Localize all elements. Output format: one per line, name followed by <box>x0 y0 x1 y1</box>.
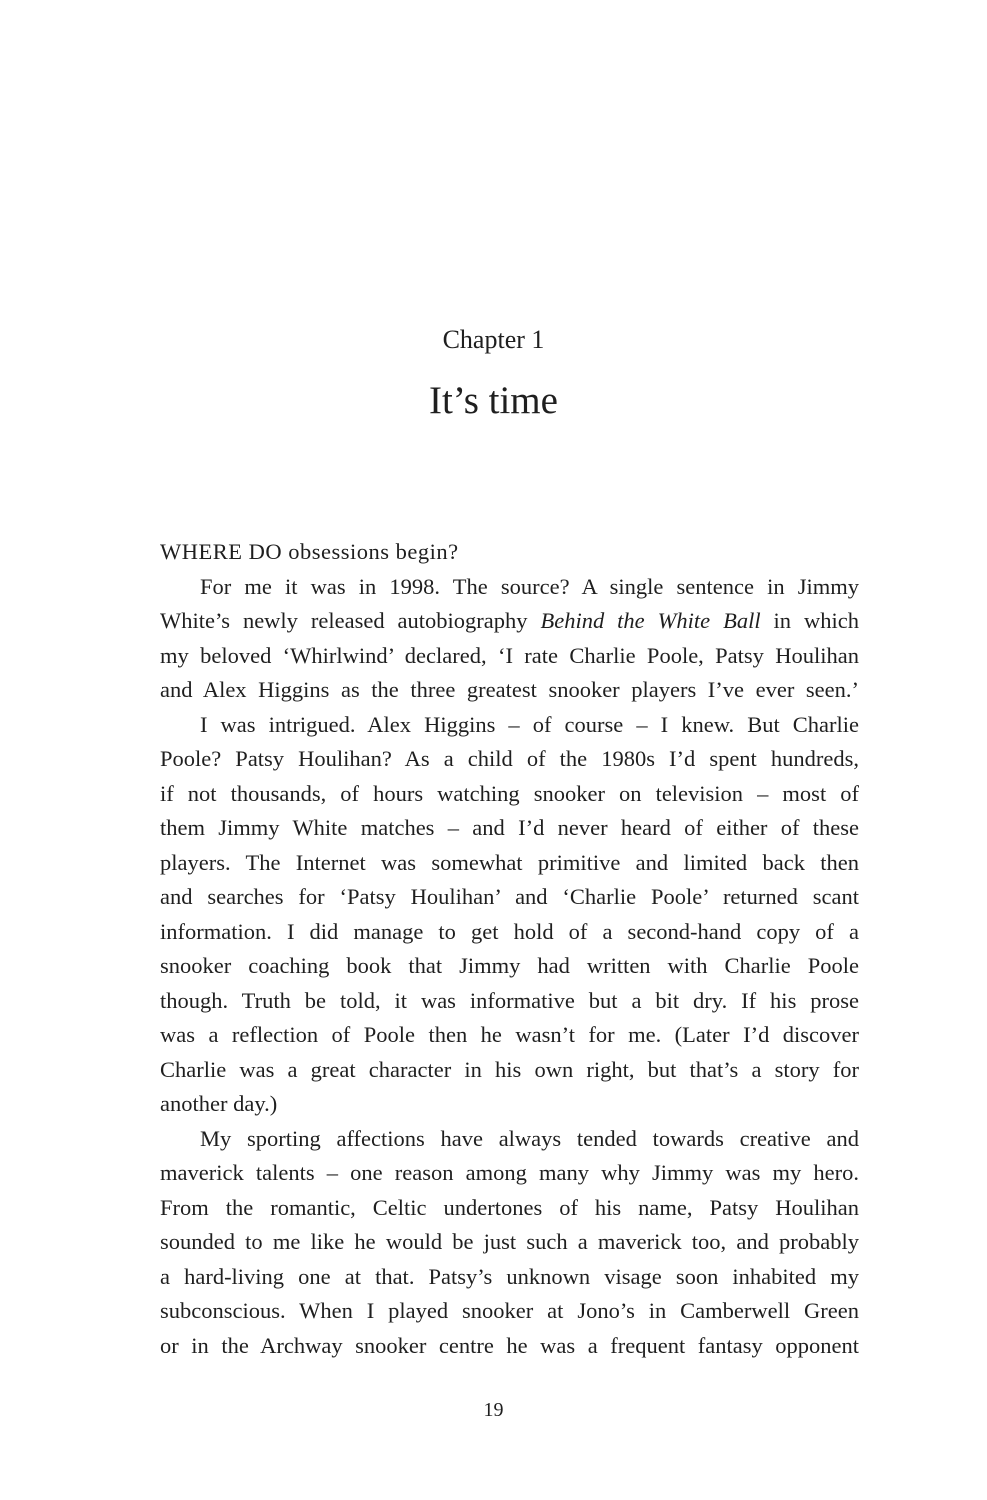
text-segment: White’s newly released autobiography <box>160 608 541 633</box>
text-line: if not thousands, of hours watching snooker on television – most of <box>160 780 859 806</box>
text-line: From the romantic, Celtic undertones of his name, Patsy Houlihan <box>160 1194 859 1220</box>
text-line: and searches for ‘Patsy Houlihan’ and ‘Charlie Poole’ returned scant <box>160 884 859 909</box>
text-line: sounded to me like he would be just such a maverick too, and probably <box>160 1229 859 1254</box>
book-title: Behind the White Ball <box>540 608 761 633</box>
text-line: maverick talents – one reason among many why Jimmy was my hero. <box>160 1160 859 1185</box>
text-line: and Alex Higgins as the three greatest snooker players I’ve ever seen.’ <box>160 677 859 702</box>
chapter-label: Chapter 1 <box>442 325 545 354</box>
text-segment: in which <box>760 608 859 633</box>
text-line: my beloved ‘Whirlwind’ declared, ‘I rate Charlie Poole, Patsy Houlihan <box>160 642 859 668</box>
text-line: Poole? Patsy Houlihan? As a child of the 1980s I’d spent hundreds, <box>160 746 859 771</box>
text-line: My sporting affections have always tended towards creative and <box>200 1125 859 1151</box>
text-line: another day.) <box>160 1091 278 1116</box>
text-line <box>160 604 859 639</box>
text-line: them Jimmy White matches – and I’d never heard of either of these <box>160 815 859 840</box>
page-number: 19 <box>483 1399 504 1421</box>
body-text <box>160 535 859 1363</box>
text-line: snooker coaching book that Jimmy had written with Charlie Poole <box>160 953 859 978</box>
text-line: Charlie was a great character in his own right, but that’s a story for <box>160 1056 859 1082</box>
text-line: was a reflection of Poole then he wasn’t for me. (Later I’d discover <box>160 1022 859 1047</box>
text-line: I was intrigued. Alex Higgins – of course – I knew. But Charlie <box>200 711 859 737</box>
text-line: For me it was in 1998. The source? A single sentence in Jimmy <box>200 573 859 599</box>
text-line: subconscious. When I played snooker at Jono’s in Camberwell Green <box>160 1298 859 1323</box>
chapter-title: It’s time <box>429 379 558 422</box>
text-line: or in the Archway snooker centre he was a frequent fantasy opponent <box>160 1332 859 1358</box>
text-line: though. Truth be told, it was informative but a bit dry. If his prose <box>160 987 859 1013</box>
text-line: WHERE DO obsessions begin? <box>160 539 459 564</box>
text-line: a hard-living one at that. Patsy’s unknown visage soon inhabited my <box>160 1263 859 1289</box>
text-line: information. I did manage to get hold of a second-hand copy of a <box>160 918 859 944</box>
text-line: players. The Internet was somewhat primitive and limited back then <box>160 849 859 875</box>
